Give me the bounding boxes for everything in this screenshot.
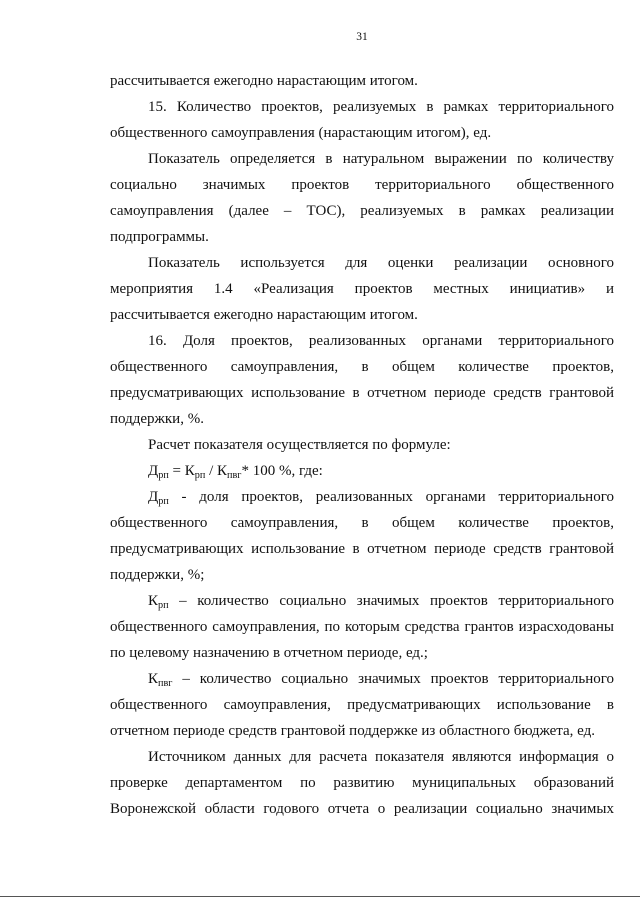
text-line: рассчитывается ежегодно нарастающим итогом. xyxy=(110,73,418,89)
data-source-paragraph xyxy=(110,744,614,822)
definition-subscript: рп xyxy=(158,600,169,611)
formula-numerator-symbol: К xyxy=(184,463,195,479)
definition-drp xyxy=(110,484,614,588)
formula-denominator-symbol: К xyxy=(216,463,227,479)
formula-tail: * 100 %, где: xyxy=(241,463,323,479)
text-line: общественного самоуправления, в общем количестве проектов, xyxy=(110,515,614,531)
text-line: Воронежской области годового отчета о реализации социально значимых xyxy=(110,801,614,817)
definition-first-line xyxy=(110,666,614,692)
page-number: 31 xyxy=(356,31,368,43)
text-line: Источником данных для расчета показателя являются информация о xyxy=(148,749,614,765)
text-line: 16. Доля проектов, реализованных органами территориального xyxy=(148,333,614,349)
text-line: предусматривающих использование в отчетном периоде средств грантовой xyxy=(110,541,614,557)
definition-symbol: К xyxy=(148,671,159,687)
text-line: Показатель определяется в натуральном выражении по количеству xyxy=(148,151,614,167)
definition-krp xyxy=(110,588,614,666)
formula-numerator-subscript: рп xyxy=(194,470,206,481)
formula-result-symbol: Д xyxy=(148,463,159,479)
item-15-heading xyxy=(110,94,614,146)
document-body xyxy=(110,68,614,822)
formula-line xyxy=(110,458,614,484)
definition-symbol: Д xyxy=(148,489,159,505)
definition-first-line xyxy=(110,588,614,614)
definition-subscript: рп xyxy=(158,496,169,507)
formula xyxy=(110,458,614,484)
text-line: общественного самоуправления (нарастающим итогом), ед. xyxy=(110,125,492,141)
text-line: социально значимых проектов территориального общественного xyxy=(110,177,614,193)
definition-text: – количество социально значимых проектов территориального xyxy=(168,593,614,609)
text-line: общественного самоуправления, по которым средства грантов израсходованы xyxy=(110,619,614,635)
text-line: поддержки, %; xyxy=(110,567,205,583)
paragraph-continuation xyxy=(110,68,614,94)
item-15-description xyxy=(110,146,614,250)
formula-denominator-subscript: пвг xyxy=(227,470,242,481)
formula-intro xyxy=(110,432,614,458)
text-line: подпрограммы. xyxy=(110,229,209,245)
definition-subscript: пвг xyxy=(158,678,173,689)
text-line: 15. Количество проектов, реализуемых в рамках территориального xyxy=(148,99,614,115)
definition-symbol: К xyxy=(148,593,159,609)
definition-text: – количество социально значимых проектов территориального xyxy=(172,671,614,687)
text-line: мероприятия 1.4 «Реализация проектов местных инициатив» и xyxy=(110,281,614,297)
text-line: проверке департаментом по развитию муниципальных образований xyxy=(110,775,614,791)
definition-kpvg xyxy=(110,666,614,744)
formula-equals: = xyxy=(168,463,185,479)
text-line: предусматривающих использование в отчетном периоде средств грантовой xyxy=(110,385,614,401)
text-line: Показатель используется для оценки реализации основного xyxy=(148,255,614,271)
text-line: общественного самоуправления, предусматривающих использование в xyxy=(110,697,614,713)
item-16-heading xyxy=(110,328,614,432)
text-line: рассчитывается ежегодно нарастающим итогом. xyxy=(110,307,418,323)
text-line: отчетном периоде средств грантовой поддержке из областного бюджета, ед. xyxy=(110,723,596,739)
item-15-usage xyxy=(110,250,614,328)
text-line: по целевому назначению в отчетном периоде, ед.; xyxy=(110,645,428,661)
text-line: поддержки, %. xyxy=(110,411,204,427)
formula-result-subscript: рп xyxy=(158,470,169,481)
formula-divide: / xyxy=(205,463,217,479)
text-line: общественного самоуправления, в общем количестве проектов, xyxy=(110,359,614,375)
definition-first-line xyxy=(110,484,614,510)
text-line: самоуправления (далее – ТОС), реализуемых в рамках реализации xyxy=(110,203,614,219)
definition-text: - доля проектов, реализованных органами территориального xyxy=(168,489,614,505)
text-line: Расчет показателя осуществляется по формуле: xyxy=(148,437,451,453)
scan-edge-line xyxy=(0,896,640,897)
